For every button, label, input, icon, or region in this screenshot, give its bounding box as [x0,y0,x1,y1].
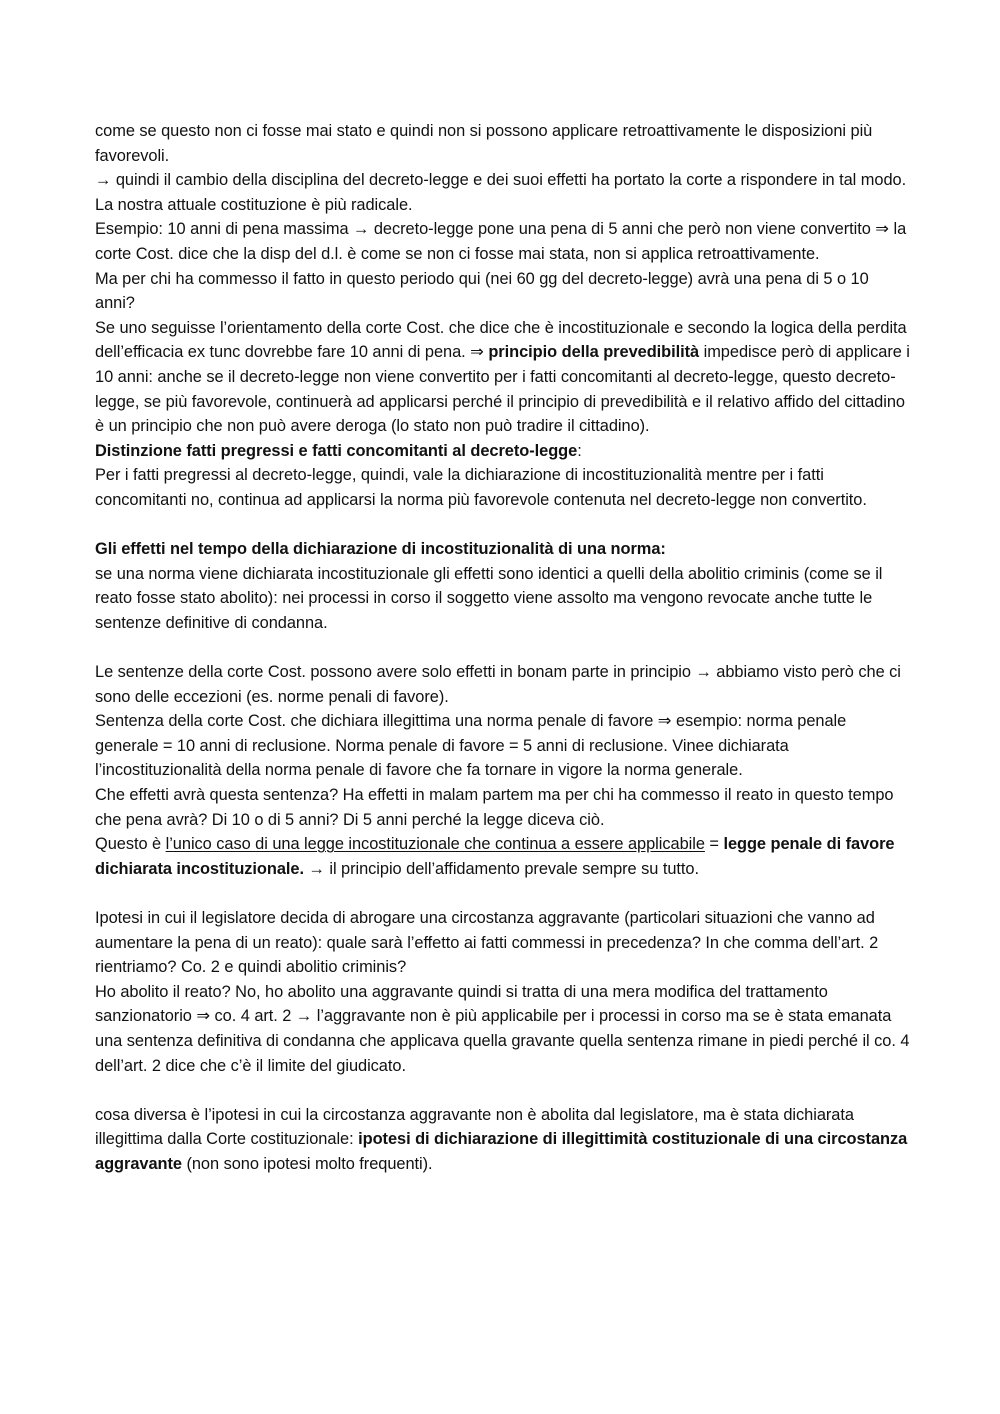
blank-line [95,881,910,906]
bold-term: ipotesi di dichiarazione di illegittimità costituzionale di una circostanza aggravante [95,1130,908,1173]
text-run: cosa diversa è l’ipotesi in cui la circostanza aggravante non è abolita dal legislatore, ma è stata dichiarata illegittima dalla Corte costituzionale: [95,1105,854,1149]
paragraph: Che effetti avrà questa sentenza? Ha effetti in malam partem ma per chi ha commesso il reato in questo tempo che pena avrà? Di 10 o di 5 anni? Di 5 anni perché la legge diceva ciò. [95,786,894,829]
section-heading [95,439,910,464]
paragraph [95,316,910,439]
heading-text: Distinzione fatti pregressi e fatti concomitanti al decreto-legge [95,441,578,460]
paragraph: Ho abolito il reato? No, ho abolito una aggravante quindi si tratta di una mera modifica del trattamento sanzionatorio ⇒ co. 4 art. 2 → l’aggravante non è più applicabile per i processi in corso ma se è stata emanata una sentenza definitiva di condanna che applicava quella gravante quella sentenza rimane in piedi perché il co. 4 dell’art. 2 dice che c’è il limite del giudicato. [95,982,910,1075]
text-run: (non sono ipotesi molto frequenti). [181,1154,433,1173]
heading-text: Gli effetti nel tempo della dichiarazione di incostituzionalità di una norma: [95,540,666,559]
bold-term: legge penale di favore dichiarata incostituzionale. [95,835,895,878]
underlined-text: l’unico caso di una legge incostituzionale che continua a essere applicabile [165,835,705,854]
text-run: Questo è [95,835,166,854]
paragraph: La nostra attuale costituzione è più radicale. [95,195,413,214]
paragraph: Ma per chi ha commesso il fatto in questo periodo qui (nei 60 gg del decreto-legge) avrà una pena di 5 o 10 anni? [95,269,869,313]
text-run: impedisce però di applicare i 10 anni: anche se il decreto-legge non viene convertito per i fatti concomitanti al decreto-legge, questo decreto-legge, se più favorevole, continuerà ad applicarsi perché il principio di prevedibilità e il relativo affido del cittadino è un principio che non può avere deroga (lo stato non può tradire il cittadino). [95,343,910,436]
text-run: Se uno seguisse l’orientamento della corte Cost. che dice che è incostituzionale e secondo la logica della perdita dell’efficacia ex tunc dovrebbe fare 10 anni di pena. ⇒ [95,318,907,362]
paragraph: Ipotesi in cui il legislatore decida di abrogare una circostanza aggravante (particolari situazioni che vanno ad aumentare la pena di un reato): quale sarà l’effetto ai fatti commessi in precedenza? In che comma dell’art. 2 rientriamo? Co. 2 e quindi abolitio criminis? [95,909,879,977]
paragraph: come se questo non ci fosse mai stato e quindi non si possono applicare retroattivamente le disposizioni più favorevoli. [95,122,873,165]
text-run: = [704,835,724,854]
blank-line [95,513,910,538]
text-run: : [577,441,582,460]
paragraph: se una norma viene dichiarata incostituzionale gli effetti sono identici a quelli della abolitio criminis (come se il reato fosse stato abolito): nei processi in corso il soggetto viene assolto ma vengono revocate anche tutte le sentenze definitive di condanna. [95,564,883,632]
text-run: → il principio dell’affidamento prevale sempre su tutto. [304,859,699,878]
bold-term: principio della prevedibilità [488,343,700,362]
paragraph: Sentenza della corte Cost. che dichiara illegittima una norma penale di favore ⇒ esempio: norma penale generale = 10 anni di reclusione. Norma penale di favore = 5 anni di reclusione. Vinee dichiarata l’incostituzionalità della norma penale di favore che fa tornare in vigore la norma generale. [95,712,847,780]
section-heading [95,537,910,562]
blank-line [95,635,910,660]
document-page [95,119,910,1177]
paragraph [95,1103,910,1177]
paragraph: Esempio: 10 anni di pena massima → decreto-legge pone una pena di 5 anni che però non viene convertito ⇒ la corte Cost. dice che la disp del d.l. è come se non ci fosse mai stata, non si applica retroattivamente. [95,220,907,263]
blank-line [95,1078,910,1103]
paragraph: → quindi il cambio della disciplina del decreto-legge e dei suoi effetti ha portato la corte a rispondere in tal modo. [95,171,907,190]
paragraph [95,832,910,881]
paragraph: Per i fatti pregressi al decreto-legge, quindi, vale la dichiarazione di incostituzionalità mentre per i fatti concomitanti no, continua ad applicarsi la norma più favorevole contenuta nel decreto-legge non convertito. [95,466,867,509]
paragraph: Le sentenze della corte Cost. possono avere solo effetti in bonam parte in principio → abbiamo visto però che ci sono delle eccezioni (es. norme penali di favore). [95,663,901,706]
